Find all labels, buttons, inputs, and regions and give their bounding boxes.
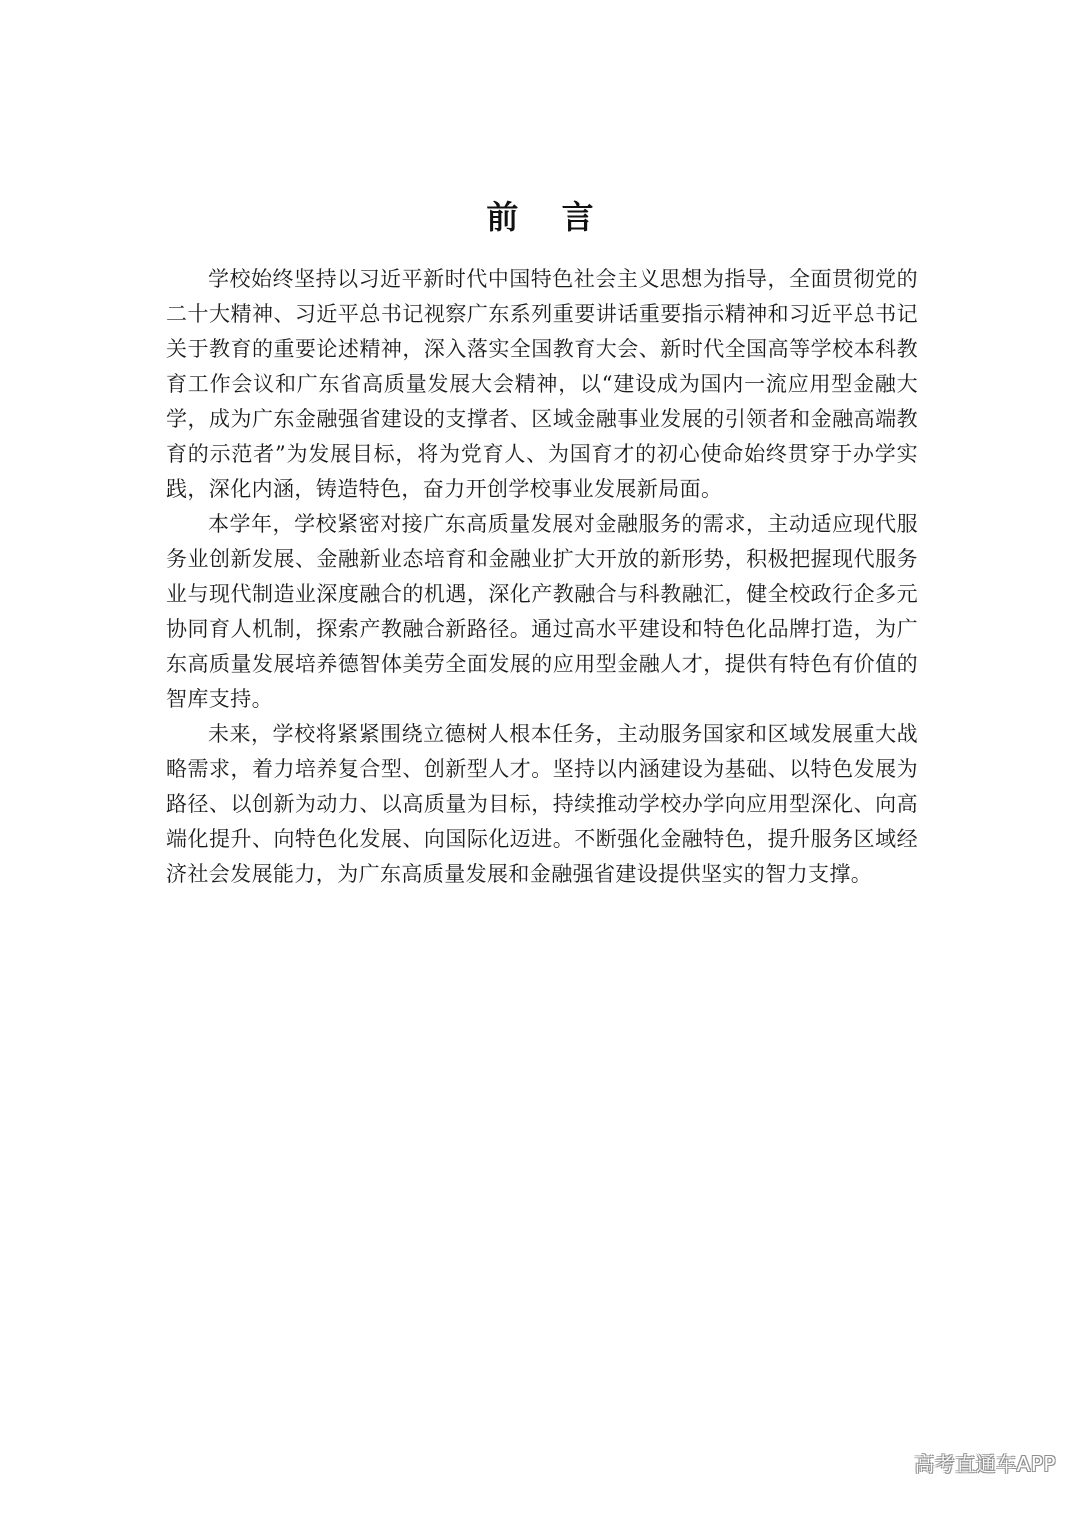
watermark-text: 高考直通车APP <box>914 1452 1056 1476</box>
document-body <box>166 262 918 892</box>
page-title: 前 言 <box>486 198 610 237</box>
paragraph-2: 本学年，学校紧密对接广东高质量发展对金融服务的需求，主动适应现代服务业创新发展、金融新业态培育和金融业扩大开放的新形势，积极把握现代服务业与现代制造业深度融合的机遇，深化产教融合与科教融汇，健全校政行企多元协同育人机制，探索产教融合新路径。通过高水平建设和特色化品牌打造，为广东高质量发展培养德智体美劳全面发展的应用型金融人才，提供有特色有价值的智库支持。 <box>166 512 918 711</box>
paragraph-3: 未来，学校将紧紧围绕立德树人根本任务，主动服务国家和区域发展重大战略需求，着力培养复合型、创新型人才。坚持以内涵建设为基础、以特色发展为路径、以创新为动力、以高质量为目标，持续推动学校办学向应用型深化、向高端化提升、向特色化发展、向国际化迈进。不断强化金融特色，提升服务区域经济社会发展能力，为广东高质量发展和金融强省建设提供坚实的智力支撑。 <box>166 722 918 886</box>
paragraph-1: 学校始终坚持以习近平新时代中国特色社会主义思想为指导，全面贯彻党的二十大精神、习近平总书记视察广东系列重要讲话重要指示精神和习近平总书记关于教育的重要论述精神，深入落实全国教育大会、新时代全国高等学校本科教育工作会议和广东省高质量发展大会精神，以“建设成为国内一流应用型金融大学，成为广东金融强省建设的支撑者、区域金融事业发展的引领者和金融高端教育的示范者”为发展目标，将为党育人、为国育才的初心使命始终贯穿于办学实践，深化内涵，铸造特色，奋力开创学校事业发展新局面。 <box>166 267 918 501</box>
